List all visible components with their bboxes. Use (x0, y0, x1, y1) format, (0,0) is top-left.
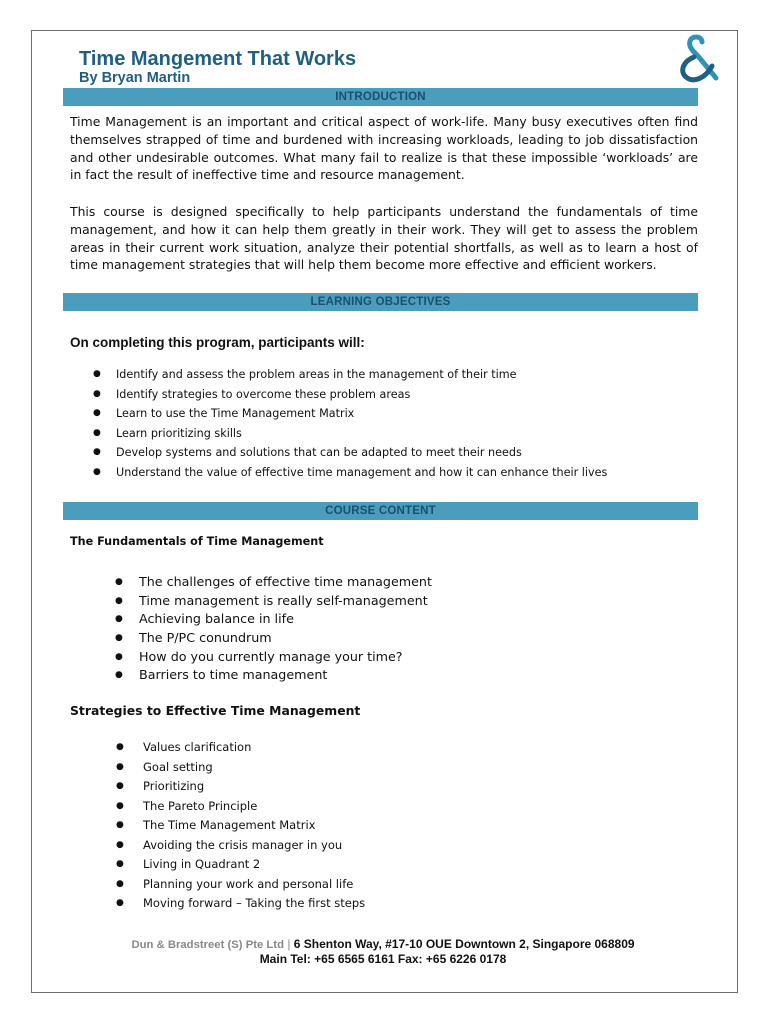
footer-contact: Main Tel: +65 6565 6161 Fax: +65 6226 0178 (259, 952, 507, 966)
list-item: ● Time management is really self-management (115, 592, 428, 608)
intro-paragraph-2: This course is designed specifically to help participants understand the fundamentals of time management, and how it can help them greatly in their work. They will get to assess the problem areas in their current work situation, analyze their potential shortfalls, as well as to learn a host of time management strategies that will help them become more effective and efficient workers. (70, 204, 698, 273)
list-item: ● Learn to use the Time Management Matrix (93, 407, 355, 421)
list-item: ● Goal setting (116, 759, 213, 774)
bullet-icon: ● (93, 369, 101, 379)
bullet-icon: ● (93, 408, 101, 419)
list-item: ● Living in Quadrant 2 (116, 857, 261, 871)
objectives-lead: On completing this program, participants will: (70, 335, 365, 350)
bullet-icon: ● (116, 898, 124, 908)
document-title: Time Mangement That Works (79, 48, 357, 70)
footer-separator: | (283, 937, 294, 951)
list-item: ● The Pareto Principle (116, 798, 258, 813)
list-item: ● Learn prioritizing skills (93, 426, 242, 440)
list-item: ● Develop systems and solutions that can be adapted to meet their needs (93, 446, 522, 460)
intro-paragraph-1: Time Management is an important and critical aspect of work-life. Many busy executives often find themselves strapped of time and burdened with increasing workloads, leading to job dissatisfaction and other undesirable outcomes. What many fail to realize is that these impossible ‘workloads’ are in fact the result of ineffective time and resource management. (70, 114, 698, 183)
bullet-icon: ● (116, 820, 124, 830)
footer-address-line (63, 937, 703, 951)
strategies-list (116, 738, 676, 914)
bullet-icon: ● (116, 859, 124, 869)
bullet-icon: ● (116, 839, 124, 850)
bullet-icon: ● (93, 427, 101, 438)
list-item: ● Avoiding the crisis manager in you (116, 837, 343, 852)
list-item: ● How do you currently manage your time? (115, 648, 403, 664)
author-byline: By Bryan Martin (79, 70, 191, 86)
list-item: ● Identify and assess the problem areas in the management of their time (93, 368, 517, 381)
section-header-learning-objectives: LEARNING OBJECTIVES (63, 293, 698, 311)
bullet-icon: ● (115, 670, 123, 681)
objectives-list (93, 366, 693, 484)
fundamentals-heading: The Fundamentals of Time Management (70, 535, 324, 548)
bullet-icon: ● (115, 595, 123, 606)
bullet-icon: ● (116, 781, 124, 791)
list-item: ● Values clarification (116, 740, 252, 754)
list-item: ● Prioritizing (116, 779, 205, 793)
ampersand-logo-icon (676, 34, 720, 84)
list-item: ● Barriers to time management (115, 667, 328, 683)
bullet-icon: ● (93, 466, 101, 477)
list-item: ● The Time Management Matrix (116, 818, 316, 832)
bullet-icon: ● (116, 761, 124, 772)
section-header-introduction: INTRODUCTION (63, 88, 698, 106)
bullet-icon: ● (115, 614, 123, 625)
bullet-icon: ● (93, 447, 101, 458)
list-item: ● Planning your work and personal life (116, 876, 354, 891)
fundamentals-list (115, 573, 675, 685)
footer-company: Dun & Bradstreet (S) Pte Ltd (131, 939, 284, 951)
bullet-icon: ● (93, 388, 101, 399)
bullet-icon: ● (116, 742, 124, 752)
bullet-icon: ● (115, 651, 123, 662)
bullet-icon: ● (116, 800, 124, 811)
list-item: ● The P/PC conundrum (115, 630, 272, 646)
list-item: ● The challenges of effective time management (115, 574, 432, 589)
strategies-heading: Strategies to Effective Time Management (70, 703, 361, 718)
footer-address: 6 Shenton Way, #17-10 OUE Downtown 2, Singapore 068809 (293, 937, 635, 951)
bullet-icon: ● (115, 633, 123, 644)
list-item: ● Understand the value of effective time management and how it can enhance their lives (93, 465, 608, 479)
bullet-icon: ● (116, 878, 124, 889)
section-header-course-content: COURSE CONTENT (63, 502, 698, 520)
bullet-icon: ● (115, 577, 123, 587)
list-item: ● Achieving balance in life (115, 611, 294, 627)
list-item: ● Identify strategies to overcome these problem areas (93, 387, 411, 401)
list-item: ● Moving forward – Taking the first steps (116, 896, 366, 910)
